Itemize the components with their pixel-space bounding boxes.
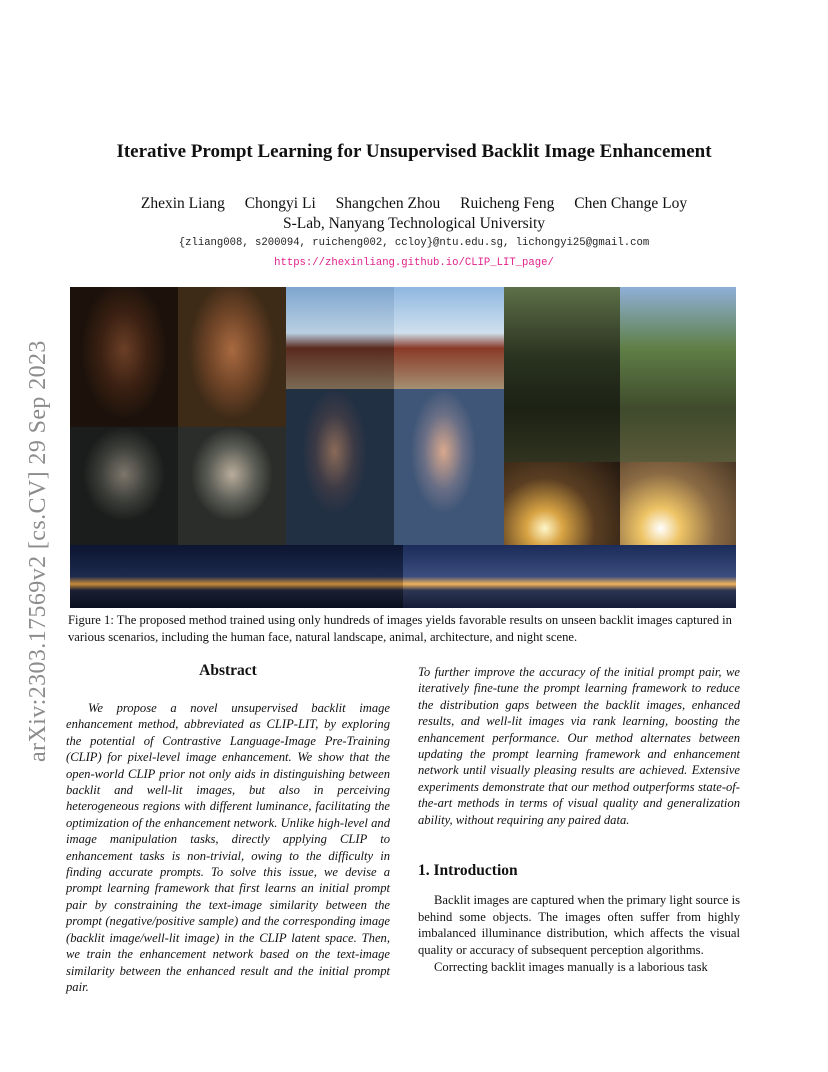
- author-name: Ruicheng Feng: [460, 195, 555, 212]
- author-name: Zhexin Liang: [140, 195, 225, 212]
- photo-ruins-backlit: [504, 287, 620, 462]
- photo-face-enhanced: [178, 287, 286, 427]
- author-name: Chen Change Loy: [574, 195, 688, 212]
- figure-caption: Figure 1: The proposed method trained using only hundreds of images yields favorable results on unseen backlit images captured in various scenarios, including the human face, natural landscape, animal, architecture, and night scene.: [68, 613, 732, 644]
- author-name: Chongyi Li: [244, 195, 316, 212]
- teaser-figure: [70, 287, 736, 608]
- photo-pavilion-backlit: [286, 287, 394, 389]
- author-name: Shangchen Zhou: [335, 195, 441, 212]
- section-heading: 1. Introduction: [418, 862, 518, 879]
- photo-swimmer-enhanced: [178, 427, 286, 545]
- affiliation: S-Lab, Nanyang Technological University: [282, 215, 546, 232]
- abstract-text-left: We propose a novel unsupervised backlit image enhancement method, abbreviated as CLIP-LIT, by exploring the potential of Contrastive Language-Image Pre-Training (CLIP) for pixel-level image enhancement. We show that the open-world CLIP prior not only aids in distinguishing between backlit and well-lit images, but also in perceiving heterogeneous regions with different luminance, facilitating the optimization of the enhancement network. Unlike high-level and image manipulation tasks, directly applying CLIP to enhancement tasks is non-trivial, owing to the difficulty in finding accurate prompts. To solve this issue, we devise a prompt learning framework that first learns an initial prompt pair by constraining the text-image similarity between the prompt (negative/positive sample) and the corresponding image (backlit image/well-lit image) in the CLIP latent space. Then, we train the enhancement network based on the text-image similarity between the enhanced result and the initial prompt pair.: [66, 701, 390, 994]
- arxiv-identifier: arXiv:2303.17569v2 [cs.CV] 29 Sep 2023: [25, 340, 51, 762]
- photo-pavilion-enhanced: [394, 287, 504, 389]
- photo-portrait-enhanced: [394, 389, 504, 545]
- photo-face-backlit: [70, 287, 178, 427]
- author-emails: {zliang008, s200094, ruicheng002, ccloy}@ntu.edu.sg, lichongyi25@gmail.com: [178, 237, 650, 249]
- photo-animal-backlit: [504, 462, 620, 545]
- photo-skyline-backlit: [70, 545, 403, 608]
- abstract-heading: Abstract: [199, 662, 257, 679]
- author-list: [0, 195, 828, 213]
- project-link[interactable]: https://zhexinliang.github.io/CLIP_LIT_page/: [274, 257, 554, 269]
- photo-ruins-enhanced: [620, 287, 736, 462]
- photo-swimmer-backlit: [70, 427, 178, 545]
- intro-paragraph: Backlit images are captured when the primary light source is behind some objects. The images often suffer from highly imbalanced illuminance distribution, which affects the visual quality or accuracy of subsequent perception algorithms.: [418, 893, 740, 957]
- photo-portrait-backlit: [286, 389, 394, 545]
- photo-skyline-enhanced: [403, 545, 736, 608]
- abstract-text-right: To further improve the accuracy of the initial prompt pair, we iteratively fine-tune the prompt learning framework to reduce the distribution gaps between the backlit images, enhanced results, and well-lit images via rank learning, boosting the enhancement performance. Our method alternates between updating the prompt learning framework and enhancement network until visually pleasing results are achieved. Extensive experiments demonstrate that our method outperforms state-of-the-art methods in terms of visual quality and generalization ability, without requiring any paired data.: [418, 665, 740, 827]
- paper-title: Iterative Prompt Learning for Unsupervised Backlit Image Enhancement: [116, 141, 712, 162]
- intro-paragraph: Correcting backlit images manually is a laborious task: [434, 960, 708, 974]
- photo-animal-enhanced: [620, 462, 736, 545]
